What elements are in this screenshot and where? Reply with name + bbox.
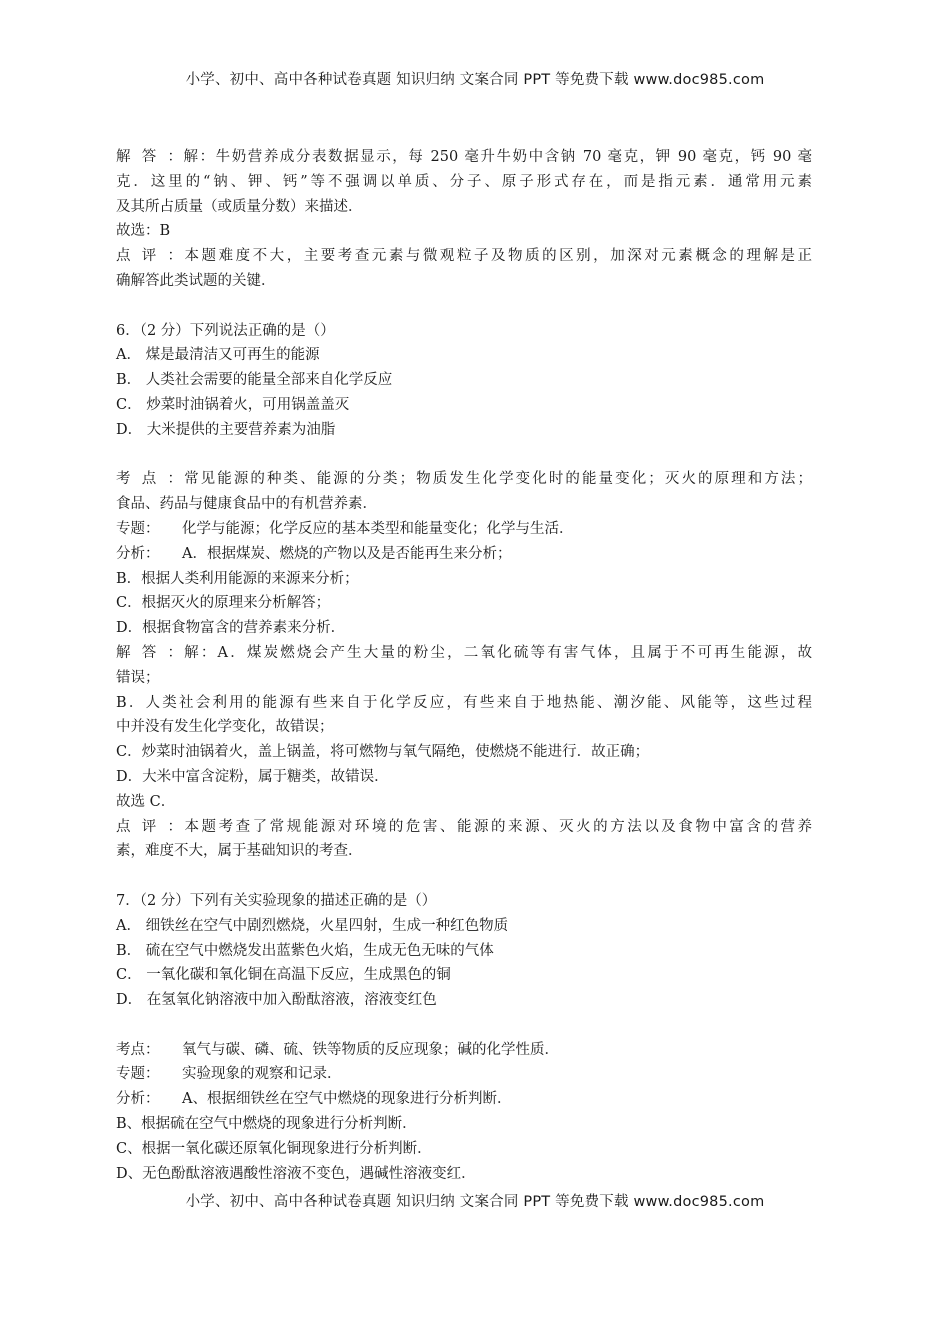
q6-option-c: C． 炒菜时油锅着火，可用锅盖盖灭 (116, 396, 350, 413)
q5-answer-line: 克．这里的“钠、钾、钙”等不强调以单质、分子、原子形式存在，而是指元素．通常用元素 (116, 173, 812, 190)
zhuanti-tag: 专题： (116, 1066, 160, 1083)
q6-zhuanti-line (116, 517, 812, 542)
q7-kaodian-line (116, 1038, 812, 1063)
q6-answer-line: B．人类社会利用的能源有些来自于化学反应，有些来自于地热能、潮汐能、风能等，这些过程 (116, 694, 812, 711)
q5-answer-line: 及其所占质量（或质量分数）来描述． (116, 198, 363, 215)
kaodian-text: 氧气与碳、磷、硫、铁等物质的反应现象；碱的化学性质． (182, 1041, 559, 1058)
page-header: 小学、初中、高中各种试卷真题 知识归纳 文案合同 PPT 等免费下载 www.doc985.com (185, 72, 765, 88)
q6-answer-line: D．大米中富含淀粉，属于糖类，故错误． (116, 768, 389, 785)
q6-kaodian-line (116, 467, 812, 492)
q6-review-line (116, 815, 812, 840)
q5-answer-line (116, 145, 812, 170)
q6-stem: 6．（2 分）下列说法正确的是（） (116, 322, 335, 339)
fenxi-tag: 分析： (116, 1091, 160, 1108)
q6-option-d: D． 大米提供的主要营养素为油脂 (116, 421, 336, 438)
review-text: 本题考查了常规能源对环境的危害、能源的来源、灭火的方法以及食物中富含的营养 (182, 818, 812, 835)
page-footer: 小学、初中、高中各种试卷真题 知识归纳 文案合同 PPT 等免费下载 www.doc985.com (185, 1194, 765, 1210)
kaodian-text: 常见能源的种类、能源的分类；物质发生化学变化时的能量变化；灭火的原理和方法； (182, 471, 812, 488)
answer-tag: 解答： (116, 149, 182, 165)
review-tag: 点评： (116, 248, 182, 265)
q6-answer-line: 中并没有发生化学变化，故错误； (116, 719, 334, 736)
q7-option-d: D． 在氢氧化钠溶液中加入酚酞溶液，溶液变红色 (116, 992, 437, 1009)
q6-fenxi-line: C．根据灭火的原理来分析解答； (116, 595, 331, 612)
q7-fenxi-line: C、根据一氧化碳还原氧化铜现象进行分析判断． (116, 1140, 432, 1157)
q6-choice: 故选 C． (116, 793, 176, 810)
answer-tag: 解答： (116, 644, 182, 661)
q6-answer-line: 错误； (116, 669, 160, 686)
q6-fenxi-line: B．根据人类利用能源的来源来分析； (116, 570, 359, 587)
zhuanti-text: 化学与能源；化学反应的基本类型和能量变化；化学与生活． (182, 520, 574, 537)
kaodian-tag: 考点： (116, 1041, 160, 1058)
q6-fenxi-line: D．根据食物富含的营养素来分析． (116, 620, 346, 637)
q7-stem: 7．（2 分）下列有关实验现象的描述正确的是（） (116, 892, 437, 909)
zhuanti-text: 实验现象的观察和记录． (182, 1066, 342, 1083)
q5-choice: 故选：B (116, 223, 171, 240)
document-body (116, 145, 812, 1186)
q6-answer-line: C．炒菜时油锅着火，盖上锅盖，将可燃物与氧气隔绝，使燃烧不能进行．故正确； (116, 744, 650, 761)
q7-zhuanti-line (116, 1062, 812, 1087)
answer-text: 解：A．煤炭燃烧会产生大量的粉尘，二氧化硫等有害气体，且属于不可再生能源，故 (182, 644, 812, 661)
q7-option-a: A． 细铁丝在空气中剧烈燃烧，火星四射，生成一种红色物质 (116, 917, 509, 934)
q5-review-line: 确解答此类试题的关键． (116, 272, 276, 289)
q6-kaodian-line: 食品、药品与健康食品中的有机营养素． (116, 496, 377, 513)
q6-fenxi-line (116, 542, 812, 567)
review-tag: 点评： (116, 818, 182, 835)
zhuanti-tag: 专题： (116, 520, 160, 537)
fenxi-text: A、根据细铁丝在空气中燃烧的现象进行分析判断． (182, 1091, 512, 1108)
fenxi-tag: 分析： (116, 545, 160, 562)
review-text: 本题难度不大，主要考查元素与微观粒子及物质的区别，加深对元素概念的理解是正 (182, 248, 812, 265)
q7-option-c: C． 一氧化碳和氧化铜在高温下反应，生成黑色的铜 (116, 967, 451, 984)
q7-fenxi-line: D、无色酚酞溶液遇酸性溶液不变色，遇碱性溶液变红． (116, 1165, 476, 1182)
fenxi-text: A．根据煤炭、燃烧的产物以及是否能再生来分析； (182, 545, 512, 562)
q6-answer-line (116, 641, 812, 666)
answer-text: 解：牛奶营养成分表数据显示，每 250 毫升牛奶中含钠 70 毫克，钾 90 毫克，钙 90 毫 (182, 149, 812, 165)
q5-review-line (116, 244, 812, 269)
kaodian-tag: 考点： (116, 471, 182, 488)
q6-option-a: A． 煤是最清洁又可再生的能源 (116, 347, 320, 364)
q7-fenxi-line: B、根据硫在空气中燃烧的现象进行分析判断． (116, 1116, 417, 1133)
q7-option-b: B． 硫在空气中燃烧发出蓝紫色火焰，生成无色无味的气体 (116, 942, 494, 959)
q6-review-line: 素，难度不大，属于基础知识的考查． (116, 843, 363, 860)
q6-option-b: B． 人类社会需要的能量全部来自化学反应 (116, 372, 393, 389)
q7-fenxi-line (116, 1087, 812, 1112)
